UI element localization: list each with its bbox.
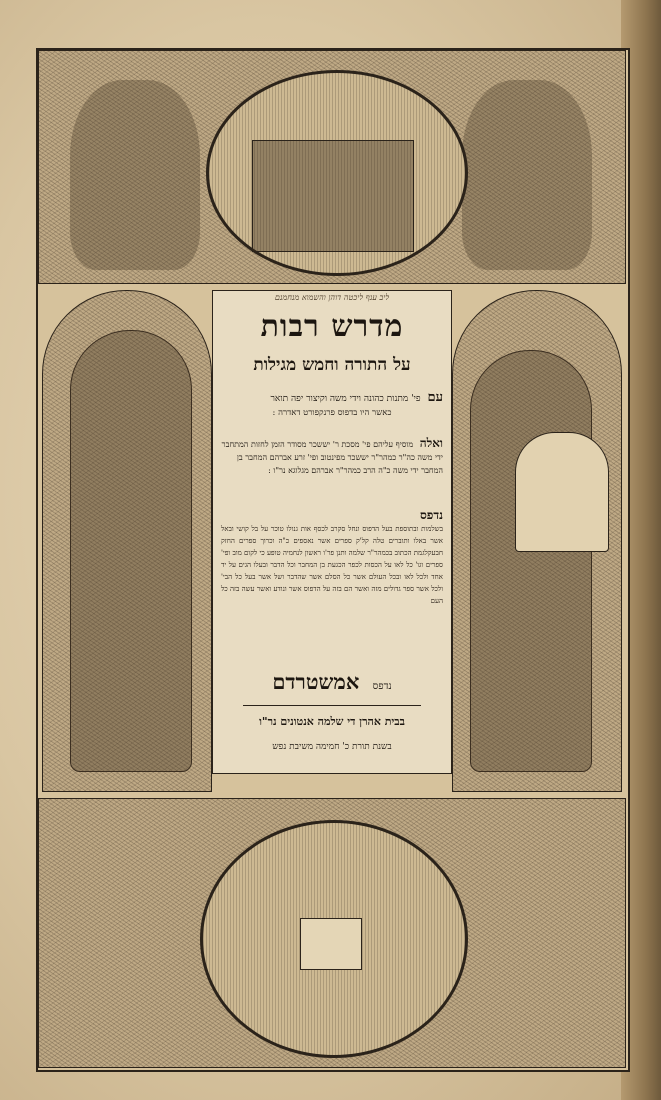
frankfurt-line: כאשר היו בדפוס פרנקפורט דאדרה : — [272, 408, 392, 418]
book-subtitle: על התורה וחמש מגילות — [253, 355, 411, 375]
imprint-city — [213, 669, 451, 695]
book-title: מדרש רבות — [260, 309, 404, 344]
open-book-image — [300, 918, 362, 970]
date-line: בשנת תורת כ' חמימה משיבת נפש — [272, 742, 392, 752]
printer-line: בבית אהרן די שלמה אנטונים נר"ו — [259, 715, 405, 728]
angel-left-figure — [70, 80, 200, 270]
additions-lead: ואלה — [419, 436, 443, 450]
title-panel — [212, 290, 452, 774]
additions-text: מוסיף עליהם פי' מסכת ר' יששכר מסודר הזמן לחזות המתחבר ידי משה כה"ר כמהר"ר יששכר מפינטוב ופי' זרע אברהם המחבר בן המחבר ידי משה כ"ה הרב כמהר"ר אברהם מגלוגא נר"ו : — [221, 440, 443, 475]
imprint-lead: נדפס — [372, 681, 392, 692]
ark-of-covenant-image — [252, 140, 414, 252]
moses-figure — [470, 350, 592, 772]
body-paragraph: בשלמות ובתוספת בעל הדפוס ונחל סקרב לכסף אות גנולו טוכר על בל קושי ובאל אשר באלו ותוברים טלה קל'ק ספרים אשר נאספים כ"ה וכרוך ספרים החזק חבעקלגמת הכתוב בכמהר"ר שלמה ותנן פר'ו ראשון לנחמיה טופע כי לקום מוב ופי' ספרים וגו' כל לאו על הכסות לכפר הכגעת בן המחבר וכל הדבר ובעלו הגים על יד אחד ולכל לאו ובכל העולם אשר כל הסלם אשר שהדבר ושל אשר בעל כל הבי' ולכל אשר ספר גדולים מזה ואשר הם בזה על הדפוס אשר ונודע ואשר עשה בזה כל העם — [221, 525, 443, 605]
additions-section — [221, 437, 443, 477]
handwritten-inscription: ליב ענף ליכטה דוהן והשמוא מנחמנם — [274, 293, 390, 302]
commentaries-lead: עם — [427, 390, 443, 405]
divider-rule — [243, 705, 421, 706]
high-priest-figure — [70, 330, 192, 772]
printed-lead: נדפס — [419, 508, 443, 522]
commentaries-line — [221, 389, 443, 405]
angel-right-figure — [462, 80, 592, 270]
city-name: אמשטרדם — [272, 669, 360, 694]
tablets-of-law-image — [515, 432, 609, 552]
commentaries-text: פי' מתנות כהונה וידי משה וקיצור יפה תואר — [270, 394, 421, 404]
printed-section — [221, 509, 443, 523]
